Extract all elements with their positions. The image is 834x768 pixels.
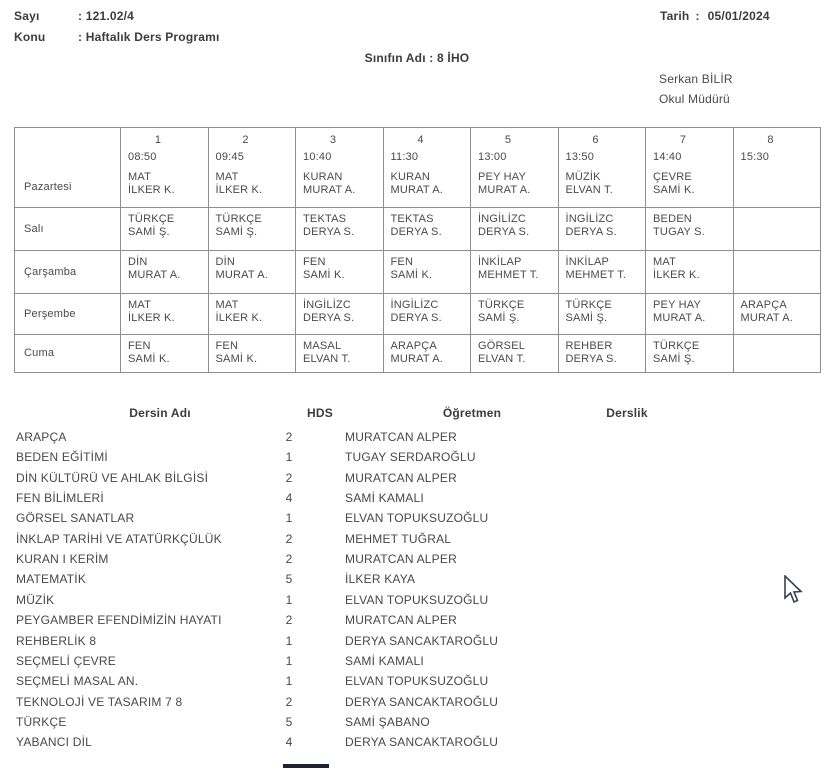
course-row	[0, 593, 834, 613]
lesson	[209, 256, 296, 282]
course-hds: 1	[285, 653, 293, 668]
lesson-teacher: MURAT A.	[215, 269, 269, 281]
timetable-row-Cuma	[15, 335, 821, 373]
day-label-Pazartesi: Pazartesi	[15, 128, 121, 208]
timetable-cell-Salı-7	[646, 208, 734, 251]
lesson-subject: İNGİLİZC	[478, 213, 527, 225]
timetable-cell-Perşembe-1	[121, 294, 209, 335]
lesson-teacher: SAMİ K.	[215, 353, 258, 365]
lesson	[471, 171, 558, 197]
lesson-teacher: ELVAN T.	[565, 184, 613, 196]
timetable-cell-Cuma-1	[121, 335, 209, 373]
course-teacher: DERYA SANCAKTAROĞLU	[345, 735, 499, 750]
timetable-cell-Perşembe-5	[471, 294, 559, 335]
day-label-Salı: Salı	[15, 208, 121, 251]
course-hds: 5	[285, 572, 293, 587]
timetable-row-Pazartesi	[15, 128, 821, 208]
timetable-row-Çarşamba	[15, 251, 821, 294]
period-time-7: 14:40	[653, 151, 682, 163]
course-row	[0, 735, 834, 755]
period-time-1: 08:50	[128, 151, 157, 163]
course-name: DİN KÜLTÜRÜ VE AHLAK BİLGİSİ	[16, 470, 209, 485]
lesson-subject: TEKTAS	[390, 213, 434, 225]
lesson-subject: TÜRKÇE	[128, 213, 175, 225]
lesson	[121, 213, 208, 239]
timetable-cell-Perşembe-8	[733, 294, 821, 335]
timetable-cell-Cuma-4	[383, 335, 471, 373]
lesson-teacher: İLKER K.	[215, 184, 263, 196]
document-subject-line	[14, 30, 220, 44]
lesson-teacher: MURAT A.	[128, 269, 181, 281]
timetable-cell-Perşembe-6	[558, 294, 646, 335]
course-row	[0, 450, 834, 470]
course-row	[0, 491, 834, 511]
lesson	[121, 299, 208, 325]
course-hds: 1	[285, 511, 293, 526]
period-number-1: 1	[154, 134, 162, 146]
course-hds: 5	[285, 714, 293, 729]
course-list-header-teacher: Öğretmen	[442, 406, 502, 420]
period-time-8: 15:30	[740, 151, 770, 163]
course-row	[0, 654, 834, 674]
timetable-cell-Salı-3	[296, 208, 384, 251]
course-list-header-course: Dersin Adı	[129, 406, 191, 420]
lesson-subject: TEKTAS	[303, 213, 347, 225]
lesson-teacher: İLKER K.	[215, 312, 263, 324]
lesson-subject: MAT	[653, 256, 677, 268]
period-time-5: 13:00	[478, 151, 507, 163]
lesson-teacher: SAMİ K.	[653, 184, 695, 196]
lesson	[384, 213, 471, 239]
lesson-teacher: İLKER K.	[653, 269, 700, 281]
lesson	[209, 340, 296, 366]
lesson-subject: İNGİLİZC	[303, 299, 352, 311]
course-teacher: MURATCAN ALPER	[345, 470, 457, 485]
timetable-cell-Çarşamba-7	[646, 251, 734, 294]
lesson	[384, 299, 471, 325]
lesson	[121, 340, 208, 366]
lesson-subject: İNGİLİZC	[390, 299, 439, 311]
lesson	[646, 299, 733, 325]
lesson-subject: MASAL	[303, 340, 342, 352]
course-row	[0, 674, 834, 694]
bottom-edge-artifact	[283, 764, 329, 768]
lesson	[121, 171, 208, 197]
timetable-row-Perşembe	[15, 294, 821, 335]
lesson	[559, 256, 646, 282]
lesson-subject: TÜRKÇE	[653, 340, 700, 352]
document-number-line	[14, 9, 134, 23]
timetable-cell-Pazartesi-5	[471, 128, 559, 208]
timetable-cell-Pazartesi-6	[558, 128, 646, 208]
course-hds: 1	[285, 633, 293, 648]
lesson-subject: İNGİLİZC	[565, 213, 614, 225]
period-time-4: 11:30	[390, 151, 419, 163]
lesson-subject: MAT	[128, 299, 152, 311]
lesson	[209, 299, 296, 325]
lesson-subject: DİN	[215, 256, 236, 268]
lesson-teacher: İLKER K.	[128, 312, 175, 324]
lesson-subject: MAT	[215, 171, 239, 183]
course-name: YABANCI DİL	[16, 735, 92, 750]
course-teacher: DERYA SANCAKTAROĞLU	[345, 633, 499, 648]
course-name: MATEMATİK	[16, 572, 87, 587]
lesson	[471, 299, 558, 325]
lesson	[384, 340, 471, 366]
lesson-teacher: DERYA S.	[390, 312, 442, 324]
tarih-value: 05/01/2024	[707, 9, 770, 23]
course-hds: 1	[285, 450, 293, 465]
course-row	[0, 511, 834, 531]
course-hds: 2	[285, 470, 293, 485]
lesson-subject: GÖRSEL	[478, 340, 526, 352]
lesson-teacher: DERYA S.	[565, 353, 617, 365]
course-teacher: ELVAN TOPUKSUZOĞLU	[345, 674, 489, 689]
lesson-teacher: MURAT A.	[653, 312, 706, 324]
konu-value: : Haftalık Ders Programı	[78, 30, 220, 44]
course-row	[0, 715, 834, 735]
lesson-subject: FEN	[128, 340, 151, 352]
lesson-teacher: SAMİ Ş.	[478, 312, 520, 324]
konu-label: Konu	[14, 30, 46, 44]
lesson	[471, 256, 558, 282]
lesson	[209, 213, 296, 239]
timetable-cell-Salı-2	[208, 208, 296, 251]
lesson	[296, 171, 383, 197]
lesson	[296, 340, 383, 366]
tarih-label: Tarih	[660, 9, 690, 23]
lesson-subject: PEY HAY	[478, 171, 527, 183]
timetable-cell-Pazartesi-3	[296, 128, 384, 208]
timetable-cell-Çarşamba-5	[471, 251, 559, 294]
timetable-cell-Salı-1	[121, 208, 209, 251]
course-row	[0, 613, 834, 633]
course-teacher: MURATCAN ALPER	[345, 613, 457, 628]
course-name: KURAN I KERİM	[16, 552, 109, 567]
timetable-cell-Pazartesi-7	[646, 128, 734, 208]
period-number-7: 7	[679, 134, 687, 146]
lesson-teacher: TUGAY S.	[653, 226, 705, 238]
lesson-teacher: ELVAN T.	[303, 353, 351, 365]
class-name-title: Sınıfın Adı : 8 İHO	[364, 51, 470, 65]
lesson	[559, 171, 646, 197]
lesson-subject: FEN	[215, 340, 239, 352]
timetable-cell-Salı-4	[383, 208, 471, 251]
course-teacher: SAMİ KAMALI	[345, 491, 424, 506]
course-name: BEDEN EĞİTİMİ	[16, 450, 108, 465]
timetable-cell-Çarşamba-4	[383, 251, 471, 294]
course-name: TÜRKÇE	[16, 714, 67, 729]
timetable-cell-Çarşamba-3	[296, 251, 384, 294]
lesson	[121, 256, 208, 282]
lesson-teacher: SAMİ Ş.	[653, 353, 695, 365]
course-hds: 2	[285, 531, 293, 546]
period-number-6: 6	[592, 134, 599, 146]
lesson-subject: TÜRKÇE	[478, 299, 525, 311]
period-number-5: 5	[504, 134, 512, 146]
lesson	[646, 213, 733, 239]
period-number-2: 2	[242, 134, 249, 146]
day-label-Çarşamba: Çarşamba	[15, 251, 121, 294]
timetable-cell-Salı-8	[733, 208, 821, 251]
course-teacher: SAMİ KAMALI	[345, 653, 424, 668]
lesson-subject: ARAPÇA	[740, 299, 787, 311]
course-teacher: ELVAN TOPUKSUZOĞLU	[345, 592, 489, 607]
timetable-cell-Cuma-7	[646, 335, 734, 373]
lesson	[296, 256, 383, 282]
lesson-teacher: MURAT A.	[390, 184, 444, 196]
lesson-subject: İNKİLAP	[565, 256, 610, 268]
lesson-teacher: SAMİ K.	[390, 269, 433, 281]
lesson	[384, 171, 471, 197]
lesson-subject: MAT	[215, 299, 239, 311]
lesson-subject: KURAN	[303, 171, 343, 183]
course-hds: 4	[285, 735, 293, 750]
course-name: SEÇMELİ MASAL AN.	[16, 674, 139, 689]
lesson-teacher: MURAT A.	[740, 312, 794, 324]
lesson-subject: BEDEN	[653, 213, 692, 225]
period-number-3: 3	[329, 134, 337, 146]
principal-name: Serkan BİLİR	[659, 72, 733, 86]
date-line	[660, 9, 770, 23]
course-hds: 1	[285, 674, 293, 689]
lesson	[646, 256, 733, 282]
course-name: MÜZİK	[16, 592, 55, 607]
sayi-value: : 121.02/4	[78, 9, 135, 23]
lesson-subject: KURAN	[390, 171, 431, 183]
lesson-teacher: MURAT A.	[390, 353, 444, 365]
lesson-teacher: İLKER K.	[128, 184, 175, 196]
lesson-subject: MAT	[128, 171, 152, 183]
lesson-teacher: SAMİ Ş.	[565, 312, 608, 324]
course-row	[0, 552, 834, 572]
course-name: REHBERLİK 8	[16, 633, 97, 648]
lesson	[384, 256, 471, 282]
lesson-subject: FEN	[390, 256, 414, 268]
mouse-cursor-icon	[783, 575, 803, 605]
day-label-Cuma: Cuma	[15, 335, 121, 373]
lesson	[646, 340, 733, 366]
lesson	[471, 340, 558, 366]
course-teacher: SAMİ ŞABANO	[345, 714, 430, 729]
timetable-cell-Perşembe-7	[646, 294, 734, 335]
lesson	[296, 299, 383, 325]
course-hds: 2	[285, 694, 293, 709]
tarih-separator: :	[695, 9, 700, 23]
timetable-cell-Çarşamba-6	[558, 251, 646, 294]
course-name: PEYGAMBER EFENDİMİZİN HAYATI	[16, 613, 222, 628]
timetable-cell-Cuma-3	[296, 335, 384, 373]
course-teacher: MURATCAN ALPER	[345, 430, 457, 444]
timetable-cell-Perşembe-3	[296, 294, 384, 335]
timetable-cell-Çarşamba-8	[733, 251, 821, 294]
lesson-subject: TÜRKÇE	[565, 299, 612, 311]
period-number-8: 8	[767, 134, 774, 146]
lesson	[559, 299, 646, 325]
timetable-cell-Pazartesi-1	[121, 128, 209, 208]
lesson	[734, 299, 821, 325]
lesson-subject: İNKİLAP	[478, 256, 522, 268]
lesson	[646, 171, 733, 197]
lesson-teacher: MEHMET T.	[478, 269, 539, 281]
timetable-cell-Salı-5	[471, 208, 559, 251]
lesson-teacher: DERYA S.	[565, 226, 617, 238]
course-hds: 2	[285, 613, 293, 628]
course-hds: 2	[285, 430, 293, 444]
lesson	[296, 213, 383, 239]
lesson-teacher: DERYA S.	[303, 312, 355, 324]
lesson-subject: FEN	[303, 256, 326, 268]
lesson-subject: TÜRKÇE	[215, 213, 262, 225]
lesson-teacher: DERYA S.	[390, 226, 442, 238]
timetable-cell-Salı-6	[558, 208, 646, 251]
course-name: TEKNOLOJİ VE TASARIM 7 8	[16, 694, 183, 709]
lesson-teacher: DERYA S.	[303, 226, 355, 238]
timetable-cell-Çarşamba-2	[208, 251, 296, 294]
lesson-teacher: SAMİ K.	[128, 353, 170, 365]
lesson-teacher: MEHMET T.	[565, 269, 627, 281]
course-teacher: MURATCAN ALPER	[345, 552, 457, 567]
course-row	[0, 430, 834, 450]
course-row	[0, 532, 834, 552]
course-hds: 4	[285, 491, 293, 506]
lesson-subject: PEY HAY	[653, 299, 702, 311]
lesson-teacher: DERYA S.	[478, 226, 530, 238]
day-label-Perşembe: Perşembe	[15, 294, 121, 335]
timetable-cell-Pazartesi-4	[383, 128, 471, 208]
lesson-teacher: SAMİ Ş.	[128, 226, 170, 238]
course-hds: 1	[285, 592, 293, 607]
course-row	[0, 695, 834, 715]
sayi-label: Sayı	[14, 9, 40, 23]
timetable-cell-Perşembe-2	[208, 294, 296, 335]
lesson-teacher: MURAT A.	[478, 184, 531, 196]
course-teacher: TUGAY SERDAROĞLU	[345, 450, 476, 465]
course-name: İNKLAP TARİHİ VE ATATÜRKÇÜLÜK	[16, 531, 222, 546]
lesson-teacher: SAMİ Ş.	[215, 226, 258, 238]
course-name: GÖRSEL SANATLAR	[16, 511, 135, 526]
lesson	[471, 213, 558, 239]
timetable-cell-Pazartesi-2	[208, 128, 296, 208]
course-name: ARAPÇA	[16, 430, 67, 444]
timetable-cell-Perşembe-4	[383, 294, 471, 335]
lesson	[209, 171, 296, 197]
period-time-2: 09:45	[215, 151, 245, 163]
lesson-subject: ARAPÇA	[390, 340, 437, 352]
timetable-cell-Cuma-6	[558, 335, 646, 373]
course-row	[0, 634, 834, 654]
course-row	[0, 471, 834, 491]
course-teacher: MEHMET TUĞRAL	[345, 531, 452, 546]
principal-title: Okul Müdürü	[659, 92, 730, 106]
course-teacher: ELVAN TOPUKSUZOĞLU	[345, 511, 489, 526]
lesson-teacher: MURAT A.	[303, 184, 356, 196]
course-name: FEN BİLİMLERİ	[16, 491, 104, 506]
course-hds: 2	[285, 552, 293, 567]
lesson	[559, 213, 646, 239]
weekly-timetable	[14, 127, 821, 373]
course-row	[0, 572, 834, 592]
timetable-cell-Cuma-8	[733, 335, 821, 373]
period-number-4: 4	[417, 134, 424, 146]
lesson-subject: ÇEVRE	[653, 171, 692, 183]
course-list-header-hds: HDS	[307, 406, 333, 420]
course-list-header-room: Derslik	[606, 406, 648, 420]
lesson-subject: DİN	[128, 256, 148, 268]
period-time-3: 10:40	[303, 151, 332, 163]
timetable-cell-Cuma-2	[208, 335, 296, 373]
timetable-cell-Çarşamba-1	[121, 251, 209, 294]
course-teacher: İLKER KAYA	[345, 572, 416, 587]
lesson-teacher: ELVAN T.	[478, 353, 526, 365]
lesson-subject: MÜZİK	[565, 171, 601, 183]
timetable-cell-Cuma-5	[471, 335, 559, 373]
timetable-row-Salı	[15, 208, 821, 251]
course-teacher: DERYA SANCAKTAROĞLU	[345, 694, 499, 709]
lesson-teacher: SAMİ K.	[303, 269, 345, 281]
lesson-subject: REHBER	[565, 340, 613, 352]
period-time-6: 13:50	[565, 151, 595, 163]
lesson	[559, 340, 646, 366]
course-name: SEÇMELİ ÇEVRE	[16, 653, 116, 668]
timetable-cell-Pazartesi-8	[733, 128, 821, 208]
